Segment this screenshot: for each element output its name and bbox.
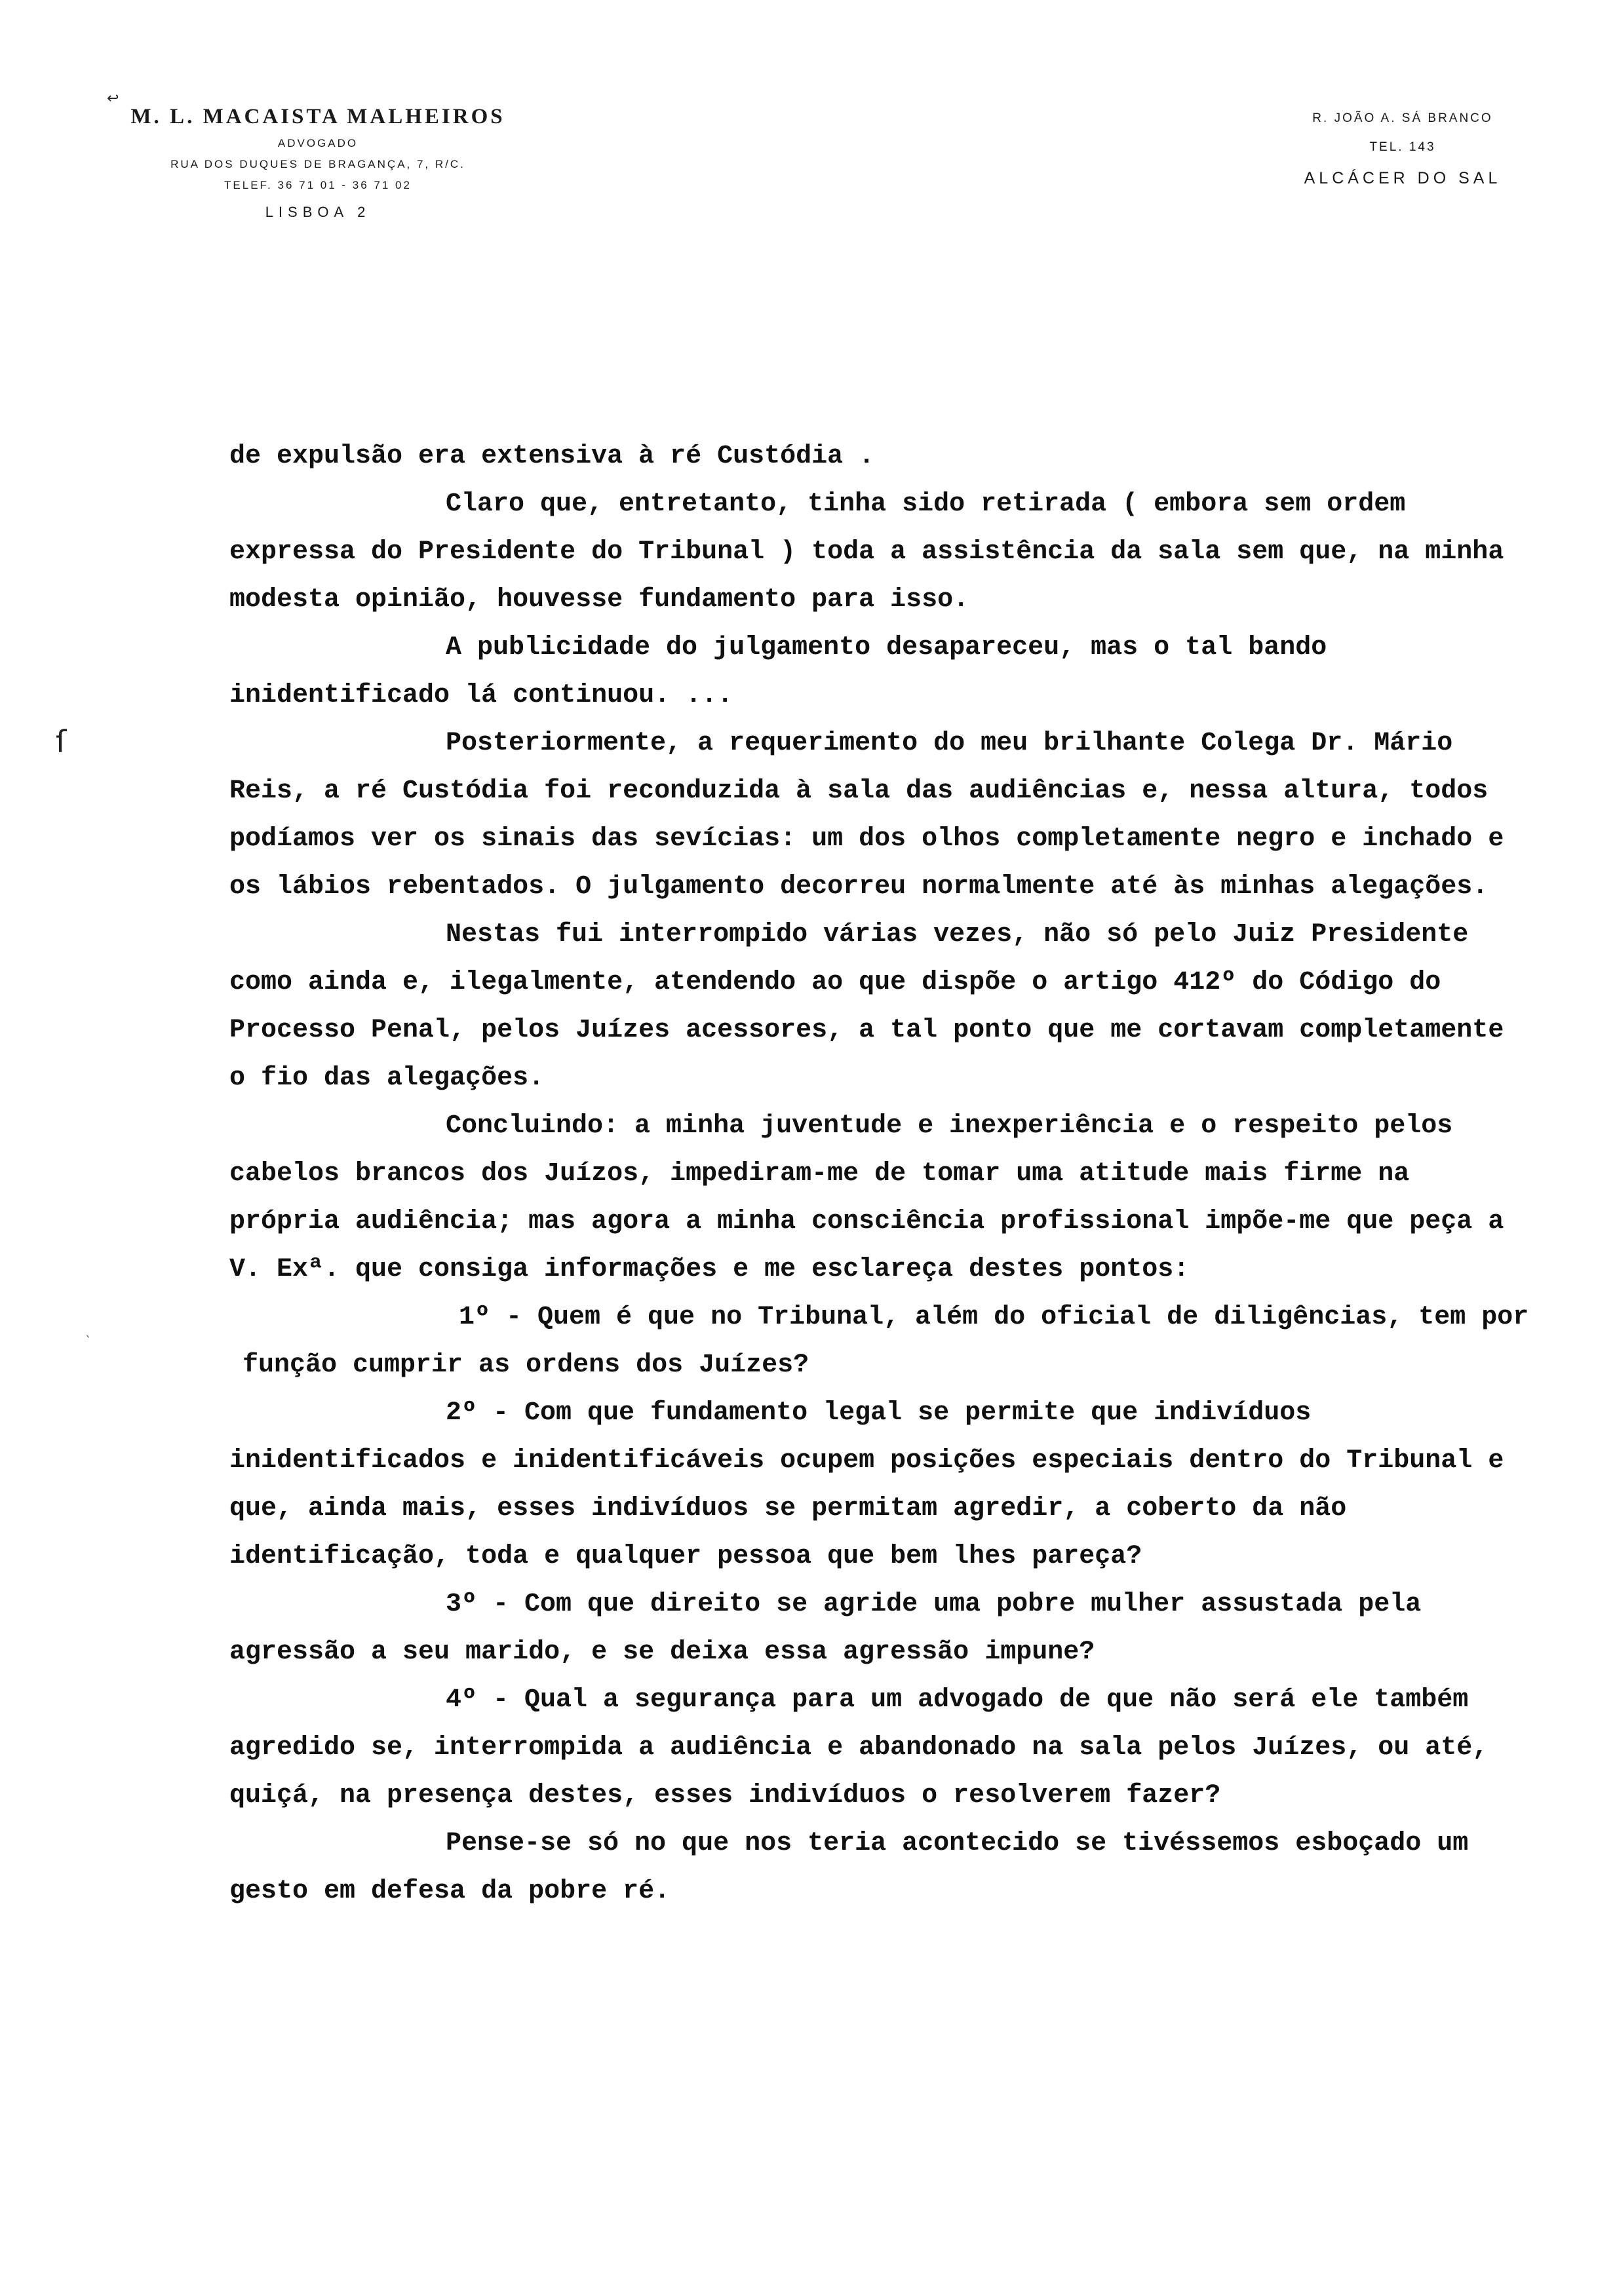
- question-4: 4º - Qual a segurança para um advogado de que não será ele também agredido se, interrompida a audiência e abandonado na sala pelos Juízes, ou até, quiçá, na presença destes, esses indivíduos o resolverem fazer?: [229, 1685, 1489, 1810]
- letterhead-phone: TELEF. 36 71 01 - 36 71 02: [224, 179, 412, 191]
- letterhead-right-address: R. JOÃO A. SÁ BRANCO: [1312, 111, 1493, 125]
- letterhead-title: ADVOGADO: [277, 137, 359, 149]
- letterhead-right: [1245, 111, 1560, 188]
- paragraph: Posteriormente, a requerimento do meu brilhante Colega Dr. Mário Reis, a ré Custódia foi reconduzida à sala das audiências e, nessa altura, todos podíamos ver os sinais das sevícias: um dos olhos completamente negro e inchado e os lábios rebentados. O julgamento decorreu normalmente até às minhas alegações.: [229, 729, 1504, 902]
- paragraph: A publicidade do julgamento desapareceu, mas o tal bando inidentificado lá continuou. ...: [229, 633, 1327, 710]
- question-3: 3º - Com que direito se agride uma pobre mulher assustada pela agressão a seu marido, e se deixa essa agressão impune?: [229, 1590, 1422, 1667]
- margin-tick: `: [85, 1333, 92, 1349]
- pen-mark: ↩: [107, 90, 119, 107]
- letter-body: [229, 432, 1534, 1915]
- question-2: 2º - Com que fundamento legal se permite que indivíduos inidentificados e inidentificáveis ocupem posições especiais dentro do Tribunal e que, ainda mais, esses indivíduos se permitam agredir, a coberto da não identificação, toda e qualquer pessoa que bem lhes pareça?: [229, 1398, 1504, 1571]
- letterhead-right-phone: TEL. 143: [1369, 140, 1436, 154]
- paragraph: Nestas fui interrompido várias vezes, não só pelo Juiz Presidente como ainda e, ilegalmente, atendendo ao que dispõe o artigo 412º do Código do Processo Penal, pelos Juízes acessores, a tal ponto que me cortavam completamente o fio das alegações.: [229, 920, 1504, 1093]
- paragraph: Concluindo: a minha juventude e inexperiência e o respeito pelos cabelos brancos dos Juízos, impediram-me de tomar uma atitude mais firme na própria audiência; mas agora a minha consciência profissional impõe-me que peça a V. Exª. que consiga informações e me esclareça destes pontos:: [229, 1111, 1504, 1284]
- letterhead-left: [98, 79, 537, 221]
- closing-paragraph: Pense-se só no que nos teria acontecido se tivéssemos esboçado um gesto em defesa da pobre ré.: [229, 1829, 1469, 1906]
- letterhead-city: LISBOA 2: [265, 204, 371, 220]
- letterhead-name: M. L. MACAISTA MALHEIROS: [130, 105, 505, 128]
- letterhead-right-city: ALCÁCER DO SAL: [1304, 169, 1502, 187]
- margin-mark: ſ: [56, 724, 67, 759]
- question-1: 1º - Quem é que no Tribunal, além do oficial de diligências, tem por função cumprir as ordens dos Juízes?: [243, 1303, 1529, 1380]
- paragraph: de expulsão era extensiva à ré Custódia .: [229, 442, 875, 471]
- paragraph: Claro que, entretanto, tinha sido retirada ( embora sem ordem expressa do Presidente do Tribunal ) toda a assistência da sala sem que, na minha modesta opinião, houvesse fundamento para isso.: [229, 489, 1504, 615]
- letterhead-address: RUA DOS DUQUES DE BRAGANÇA, 7, R/C.: [170, 158, 465, 170]
